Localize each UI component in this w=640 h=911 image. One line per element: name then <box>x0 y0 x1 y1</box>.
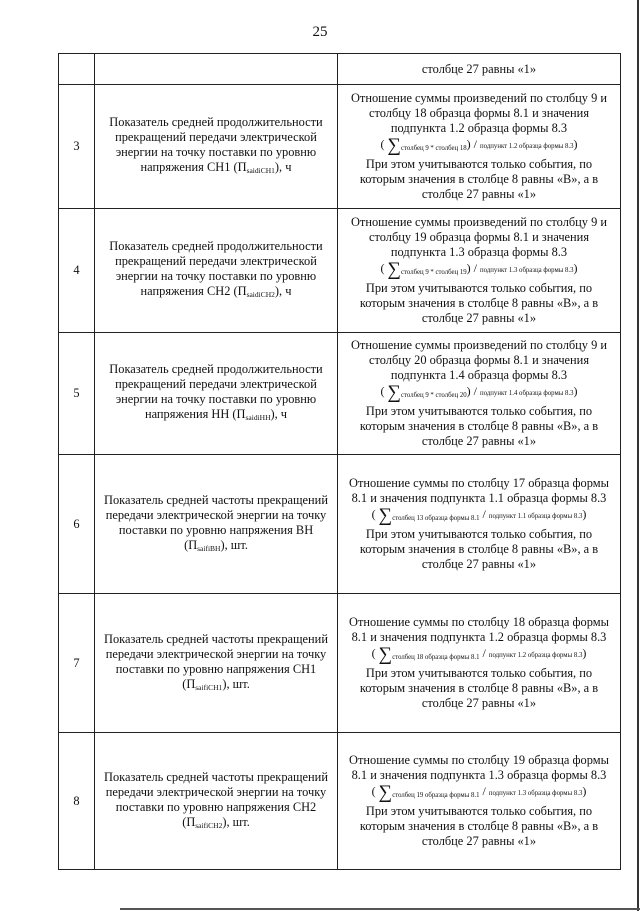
sum-sign-icon: ∑ <box>387 382 402 403</box>
method-note: При этом учитываются только события, по которым значения в столбце 8 равны «В», а в столбце 27 равны «1» <box>359 666 599 710</box>
table-row <box>59 54 621 85</box>
row-number: 3 <box>59 85 95 209</box>
method-description <box>338 455 621 594</box>
table-row <box>59 594 621 733</box>
sum-sign-icon: ∑ <box>378 505 393 526</box>
method-description <box>338 733 621 870</box>
method-description <box>338 594 621 733</box>
sum-sign-icon: ∑ <box>387 259 402 280</box>
formula: ( $\sum_{столбец 19 образца формы 8.1}$ / подпункт 1.3 образца формы 8.3) <box>371 782 587 803</box>
method-cell: столбце 27 равны «1» <box>338 54 621 85</box>
sum-sign-icon: ∑ <box>378 782 393 803</box>
method-description <box>338 209 621 333</box>
formula: ( $\sum_{столбец 9 * столбец 18}$) / подпункт 1.2 образца формы 8.3) <box>380 135 578 156</box>
row-number: 8 <box>59 733 95 870</box>
scan-edge-line <box>637 0 639 911</box>
method-text: Отношение суммы произведений по столбцу 9 и столбцу 18 образца формы 8.1 и значения подпункта 1.2 образца формы 8.3 <box>350 91 608 135</box>
indicator-name: Показатель средней частоты прекращений передачи электрической энергии на точку поставки по уровню напряжения СН1 (ПsaifiСН1), шт. <box>95 594 338 733</box>
formula: ( $\sum_{столбец 13 образца формы 8.1}$ / подпункт 1.1 образца формы 8.3) <box>371 505 587 526</box>
table-row <box>59 85 621 209</box>
sum-sign-icon: ∑ <box>387 135 402 156</box>
method-note: При этом учитываются только события, по которым значения в столбце 8 равны «В», а в столбце 27 равны «1» <box>359 281 599 325</box>
method-text: Отношение суммы произведений по столбцу 9 и столбцу 19 образца формы 8.1 и значения подпункта 1.3 образца формы 8.3 <box>350 215 608 259</box>
indicator-name: Показатель средней частоты прекращений передачи электрической энергии на точку поставки по уровню напряжения ВН (ПsaifiВН), шт. <box>95 455 338 594</box>
table-row <box>59 733 621 870</box>
method-note: При этом учитываются только события, по которым значения в столбце 8 равны «В», а в столбце 27 равны «1» <box>359 404 599 448</box>
method-text: Отношение суммы по столбцу 19 образца формы 8.1 и значения подпункта 1.3 образца формы 8.3 <box>349 753 609 782</box>
method-note: При этом учитываются только события, по которым значения в столбце 8 равны «В», а в столбце 27 равны «1» <box>359 804 599 848</box>
table-row <box>59 333 621 455</box>
method-description <box>338 85 621 209</box>
method-text: Отношение суммы по столбцу 17 образца формы 8.1 и значения подпункта 1.1 образца формы 8.3 <box>349 476 609 505</box>
scan-bottom-line <box>120 908 640 910</box>
row-number: 6 <box>59 455 95 594</box>
indicator-name: Показатель средней продолжительности прекращений передачи электрической энергии на точку поставки по уровню напряжения НН (ПsaidiНН), ч <box>95 333 338 455</box>
page-number: 25 <box>312 24 328 40</box>
row-number: 4 <box>59 209 95 333</box>
sum-sign-icon: ∑ <box>378 644 393 665</box>
formula: ( $\sum_{столбец 9 * столбец 19}$) / подпункт 1.3 образца формы 8.3) <box>380 259 578 280</box>
method-description <box>338 333 621 455</box>
indicator-name: Показатель средней продолжительности прекращений передачи электрической энергии на точку поставки по уровню напряжения СН1 (ПsaidiСН1), ч <box>95 85 338 209</box>
formula: ( $\sum_{столбец 9 * столбец 20}$) / подпункт 1.4 образца формы 8.3) <box>380 382 578 403</box>
method-note: При этом учитываются только события, по которым значения в столбце 8 равны «В», а в столбце 27 равны «1» <box>359 157 599 201</box>
row-number-cell <box>59 54 95 85</box>
table-row <box>59 455 621 594</box>
method-note: При этом учитываются только события, по которым значения в столбце 8 равны «В», а в столбце 27 равны «1» <box>359 527 599 571</box>
indicator-name: Показатель средней продолжительности прекращений передачи электрической энергии на точку поставки по уровню напряжения СН2 (ПsaidiСН2), ч <box>95 209 338 333</box>
method-text: Отношение суммы по столбцу 18 образца формы 8.1 и значения подпункта 1.2 образца формы 8.3 <box>349 615 609 644</box>
table-row <box>59 209 621 333</box>
indicators-table <box>58 53 621 870</box>
method-text: Отношение суммы произведений по столбцу 9 и столбцу 20 образца формы 8.1 и значения подпункта 1.4 образца формы 8.3 <box>350 338 608 382</box>
row-number: 5 <box>59 333 95 455</box>
indicator-name-cell <box>95 54 338 85</box>
formula: ( $\sum_{столбец 18 образца формы 8.1}$ / подпункт 1.2 образца формы 8.3) <box>371 644 587 665</box>
row-number: 7 <box>59 594 95 733</box>
indicator-name: Показатель средней частоты прекращений передачи электрической энергии на точку поставки по уровню напряжения СН2 (ПsaifiСН2), шт. <box>95 733 338 870</box>
